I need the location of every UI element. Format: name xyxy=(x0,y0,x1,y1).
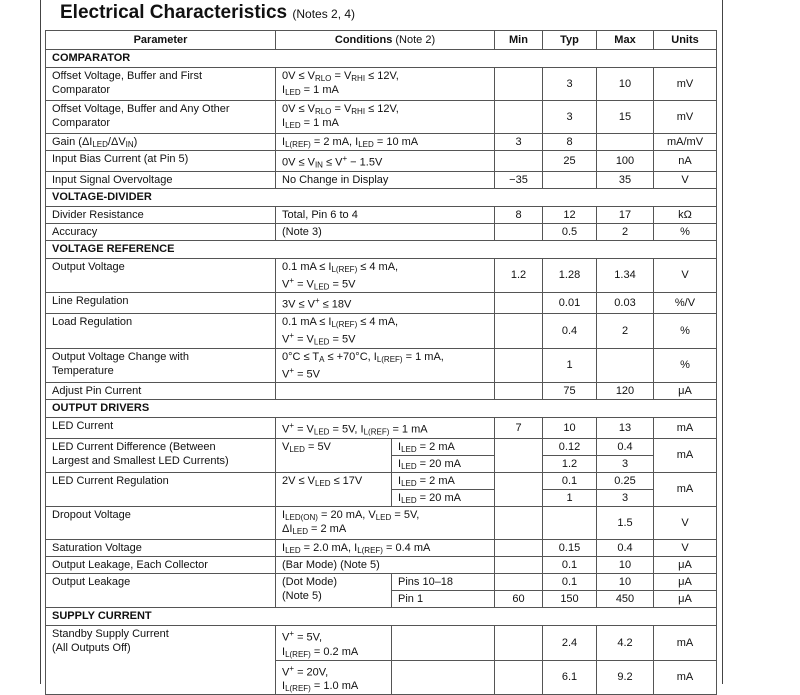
header-max: Max xyxy=(597,31,654,50)
cond-cell: $I_{L(REF)} = 2$ mA, $I_{LED} = 10$ mA xyxy=(276,134,495,151)
table-row: $I_{LED} = 20$ mA 1.2 3 xyxy=(46,455,717,472)
table-row: Output Leakage, Each Collector (Bar Mode) (Note 5) 0.1 10 μA xyxy=(46,556,717,573)
param-cell: Output Voltage Change with Temperature xyxy=(46,348,276,383)
table-row: Saturation Voltage $I_{LED} = 2.0$ mA, $I_{L(REF)} = 0.4$ mA 0.15 0.4 V xyxy=(46,539,717,556)
param-cell: Offset Voltage, Buffer and Any Other Comparator xyxy=(46,101,276,134)
table-row: Output Voltage Change with Temperature $0^\circ C \le T_A \le +70^\circ C$, $I_{L(REF)} = 1$ mA, V+ = 5V 1 % xyxy=(46,348,717,383)
cond-sub-cell: $I_{LED} = 2$ mA xyxy=(392,472,495,489)
cond-cell: 0.1 mA ≤ $I_{L(REF)} \le 4$ mA, $V^+ = V_{LED} = 5V$ xyxy=(276,313,495,348)
table-row: Divider Resistance Total, Pin 6 to 4 8 12 17 kΩ xyxy=(46,206,717,223)
table-row: Accuracy (Note 3) 0.5 2 % xyxy=(46,223,717,240)
table-row: Standby Supply Current (All Outputs Off) V+ = 5V, $I_{L(REF)} = 0.2$ mA 2.4 4.2 mA xyxy=(46,625,717,660)
param-cell: LED Current Difference (Between Largest and Smallest LED Currents) xyxy=(46,438,276,472)
cond-cell: $V^+ = V_{LED} = 5V$, $I_{L(REF)} = 1$ mA xyxy=(276,418,495,439)
table-row: Input Signal Overvoltage No Change in Display −35 35 V xyxy=(46,171,717,188)
header-parameter: Parameter xyxy=(46,31,276,50)
table-row: Output Leakage (Dot Mode) (Note 5) Pins 10–18 0.1 10 μA xyxy=(46,573,717,590)
header-units: Units xyxy=(654,31,717,50)
header-conditions: Conditions (Note 2) xyxy=(276,31,495,50)
cond-sub-cell: $I_{LED} = 20$ mA xyxy=(392,455,495,472)
section-output-drivers: OUTPUT DRIVERS xyxy=(46,400,717,418)
cond-cell: (Dot Mode) (Note 5) xyxy=(276,573,392,607)
table-row: $I_{LED} = 20$ mA 1 3 xyxy=(46,489,717,506)
param-cell: Gain $(\Delta I_{LED}/\Delta V_{IN})$ xyxy=(46,134,276,151)
param-cell: Standby Supply Current (All Outputs Off) xyxy=(46,625,276,694)
cond-cell: V+ = 5V, $I_{L(REF)} = 0.2$ mA xyxy=(276,625,392,660)
cond-cell: $0V \le V_{RLO} = V_{RHI} \le 12V$, $I_{LED} = 1$ mA xyxy=(276,68,495,101)
cond-sub-cell: $I_{LED} = 2$ mA xyxy=(392,438,495,455)
section-supply-current: SUPPLY CURRENT xyxy=(46,607,717,625)
cond-cell: $0V \le V_{IN} \le V^+ - 1.5V$ xyxy=(276,151,495,172)
table-row: Pin 1 60 150 450 μA xyxy=(46,590,717,607)
table-row: Adjust Pin Current 75 120 μA xyxy=(46,383,717,400)
table-row: Dropout Voltage $I_{LED(ON)} = 20$ mA, $V_{LED} = 5V$, $\Delta I_{LED} = 2$ mA 1.5 V xyxy=(46,506,717,539)
table-row: Input Bias Current (at Pin 5) $0V \le V_{IN} \le V^+ - 1.5V$ 25 100 nA xyxy=(46,151,717,172)
cond-cell: $0^\circ C \le T_A \le +70^\circ C$, $I_{L(REF)} = 1$ mA, V+ = 5V xyxy=(276,348,495,383)
param-cell: Offset Voltage, Buffer and First Comparator xyxy=(46,68,276,101)
table-row: Output Voltage 0.1 mA ≤ $I_{L(REF)} \le 4$ mA, $V^+ = V_{LED} = 5V$ 1.2 1.28 1.34 V xyxy=(46,258,717,293)
table-row: Line Regulation 3V ≤ V+ ≤ 18V 0.01 0.03 %/V xyxy=(46,293,717,314)
cond-cell: 0.1 mA ≤ $I_{L(REF)} \le 4$ mA, $V^+ = V_{LED} = 5V$ xyxy=(276,258,495,293)
table-row: Load Regulation 0.1 mA ≤ $I_{L(REF)} \le 4$ mA, $V^+ = V_{LED} = 5V$ 0.4 2 % xyxy=(46,313,717,348)
electrical-characteristics-table xyxy=(45,30,717,695)
table-row: Offset Voltage, Buffer and Any Other Comparator $0V \le V_{RLO} = V_{RHI} \le 12V$, $I_{LED} = 1$ mA 3 15 mV xyxy=(46,101,717,134)
table-row: LED Current Difference (Between Largest and Smallest LED Currents) $V_{LED} = 5V$ $I_{LED} = 2$ mA 0.12 0.4 mA xyxy=(46,438,717,455)
section-voltage-divider: VOLTAGE-DIVIDER xyxy=(46,188,717,206)
header-min: Min xyxy=(495,31,543,50)
cond-sub-cell: $I_{LED} = 20$ mA xyxy=(392,489,495,506)
section-voltage-reference: VOLTAGE REFERENCE xyxy=(46,240,717,258)
cond-cell: $2V \le V_{LED} \le 17V$ xyxy=(276,472,392,506)
cond-cell: $I_{LED(ON)} = 20$ mA, $V_{LED} = 5V$, $\Delta I_{LED} = 2$ mA xyxy=(276,506,495,539)
cond-cell: 3V ≤ V+ ≤ 18V xyxy=(276,293,495,314)
title-text: Electrical Characteristics xyxy=(60,2,288,23)
cond-cell: $I_{LED} = 2.0$ mA, $I_{L(REF)} = 0.4$ mA xyxy=(276,539,495,556)
page-title xyxy=(60,2,355,24)
table-row: Offset Voltage, Buffer and First Comparator $0V \le V_{RLO} = V_{RHI} \le 12V$, $I_{LED} = 1$ mA 3 10 mV xyxy=(46,68,717,101)
header-row xyxy=(46,31,717,50)
cond-cell: $V_{LED} = 5V$ xyxy=(276,438,392,472)
cond-cell: $0V \le V_{RLO} = V_{RHI} \le 12V$, $I_{LED} = 1$ mA xyxy=(276,101,495,134)
table-row: Gain $(\Delta I_{LED}/\Delta V_{IN})$ $I_{L(REF)} = 2$ mA, $I_{LED} = 10$ mA 3 8 mA/mV xyxy=(46,134,717,151)
table-row: LED Current $V^+ = V_{LED} = 5V$, $I_{L(REF)} = 1$ mA 7 10 13 mA xyxy=(46,418,717,439)
header-typ: Typ xyxy=(543,31,597,50)
page-border-right xyxy=(722,0,723,684)
section-comparator: COMPARATOR xyxy=(46,50,717,68)
table-row: LED Current Regulation $2V \le V_{LED} \le 17V$ $I_{LED} = 2$ mA 0.1 0.25 mA xyxy=(46,472,717,489)
table-row: V+ = 20V, $I_{L(REF)} = 1.0$ mA 6.1 9.2 mA xyxy=(46,660,717,695)
cond-cell: V+ = 20V, $I_{L(REF)} = 1.0$ mA xyxy=(276,660,392,695)
title-notes: (Notes 2, 4) xyxy=(292,7,356,21)
page-border-left xyxy=(40,0,41,684)
